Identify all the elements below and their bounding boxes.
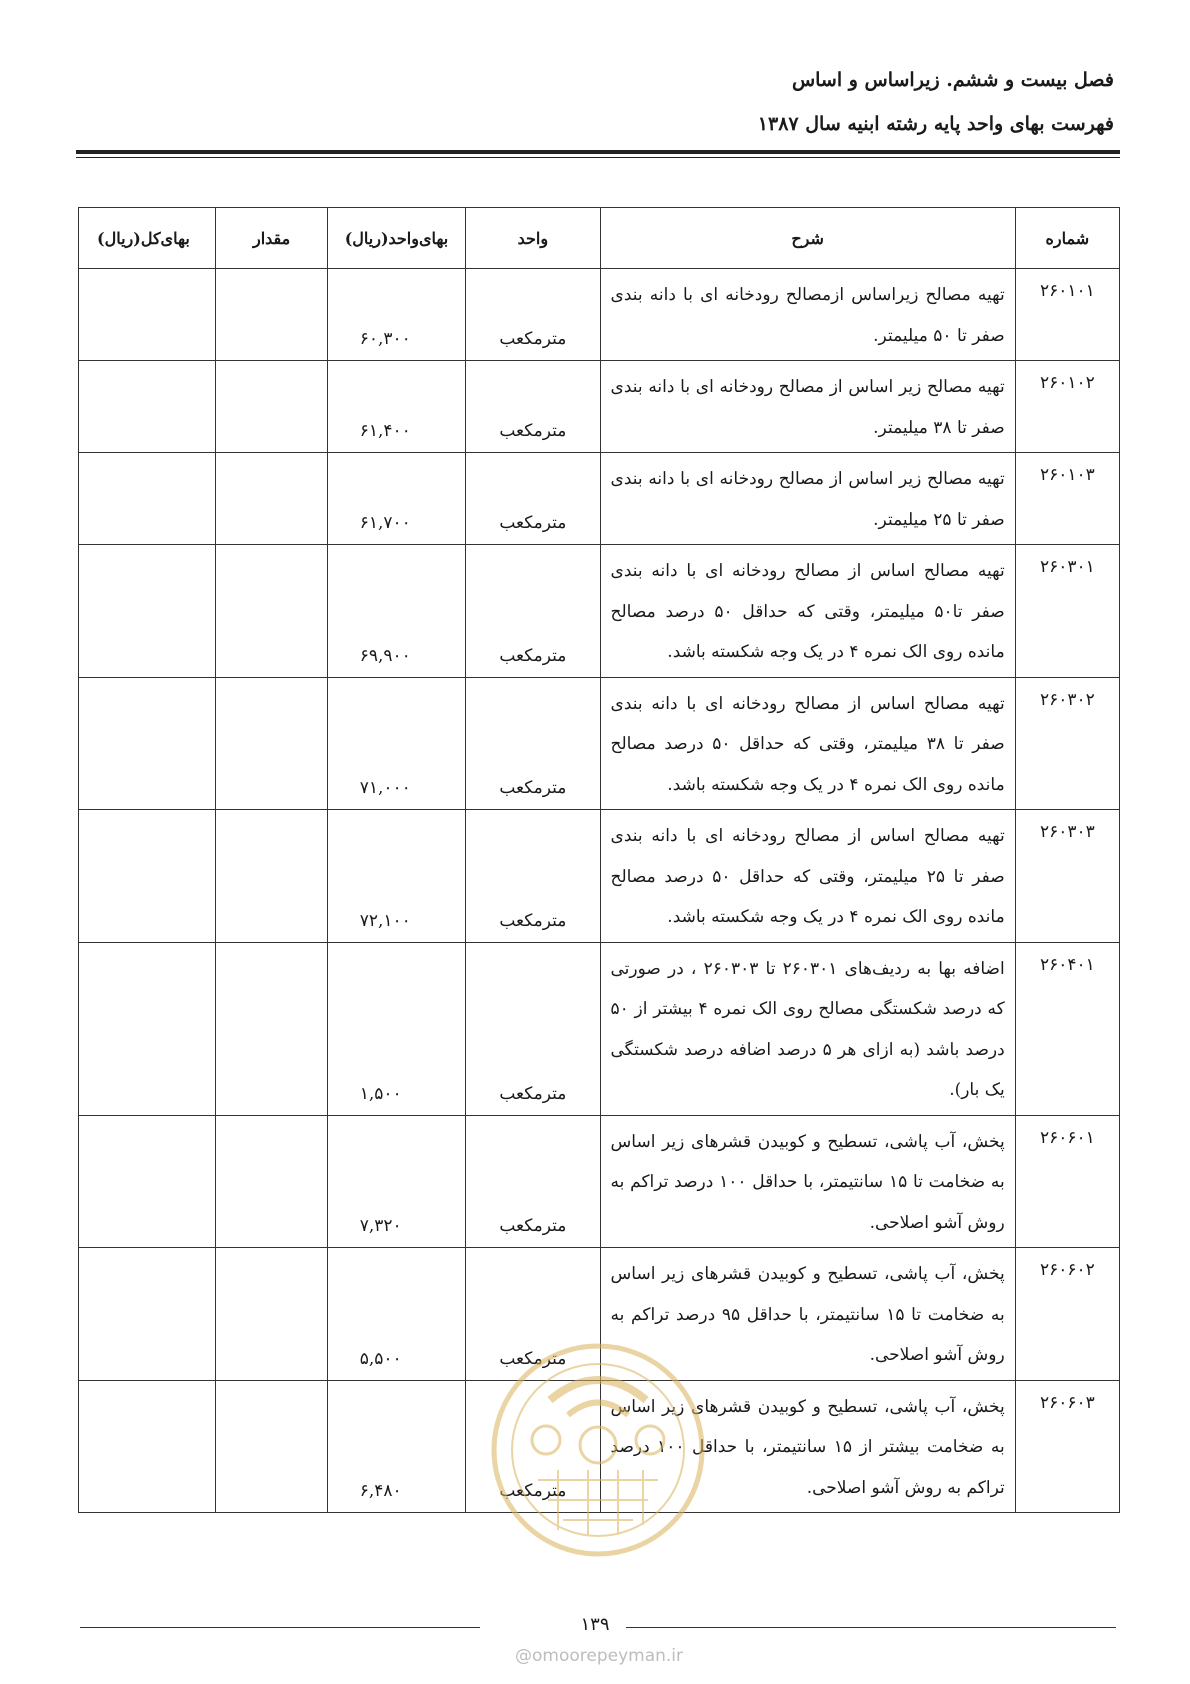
row-code: ۲۶۰۴۰۱ bbox=[1015, 942, 1119, 1115]
page-number: ۱۳۹ bbox=[580, 1614, 610, 1635]
row-description: تهیه مصالح زیراساس ازمصالح رودخانه ای با دانه بندی صفر تا ۵۰ میلیمتر. bbox=[600, 269, 1015, 361]
table-row bbox=[79, 942, 1120, 1115]
row-code: ۲۶۰۱۰۲ bbox=[1015, 361, 1119, 453]
row-quantity bbox=[216, 810, 327, 943]
row-total-price bbox=[79, 1380, 216, 1513]
row-quantity bbox=[216, 1115, 327, 1248]
table-row bbox=[79, 453, 1120, 545]
table-row bbox=[79, 269, 1120, 361]
row-unit-price: ۵,۵۰۰ bbox=[327, 1248, 465, 1381]
row-total-price bbox=[79, 1115, 216, 1248]
col-header-description: شرح bbox=[600, 208, 1015, 269]
row-description: پخش، آب پاشی، تسطیح و کوبیدن قشرهای زیر اساس به ضخامت تا ۱۵ سانتیمتر، با حداقل ۹۵ درصد تراکم به روش آشو اصلاحی. bbox=[600, 1248, 1015, 1381]
row-code: ۲۶۰۶۰۳ bbox=[1015, 1380, 1119, 1513]
row-total-price bbox=[79, 677, 216, 810]
table-header-row bbox=[79, 208, 1120, 269]
row-quantity bbox=[216, 1380, 327, 1513]
table-row bbox=[79, 545, 1120, 678]
table-row bbox=[79, 361, 1120, 453]
row-description: تهیه مصالح زیر اساس از مصالح رودخانه ای با دانه بندی صفر تا ۲۵ میلیمتر. bbox=[600, 453, 1015, 545]
row-unit: مترمکعب bbox=[466, 1115, 600, 1248]
table-row bbox=[79, 1380, 1120, 1513]
header-rule-thin bbox=[76, 157, 1120, 158]
row-code: ۲۶۰۳۰۲ bbox=[1015, 677, 1119, 810]
table-row bbox=[79, 1248, 1120, 1381]
row-quantity bbox=[216, 1248, 327, 1381]
row-description: اضافه بها به ردیف‌های ۲۶۰۳۰۱ تا ۲۶۰۳۰۳ ، در صورتی که درصد شکستگی مصالح روی الک نمره ۴ بیشتر از ۵۰ درصد باشد (به ازای هر ۵ درصد اضافه درصد شکستگی یک بار). bbox=[600, 942, 1015, 1115]
row-unit: مترمکعب bbox=[466, 810, 600, 943]
row-description: تهیه مصالح اساس از مصالح رودخانه ای با دانه بندی صفر تا ۳۸ میلیمتر، وقتی که حداقل ۵۰ درصد مصالح مانده روی الک نمره ۴ در یک وجه شکسته باشد. bbox=[600, 677, 1015, 810]
row-code: ۲۶۰۶۰۱ bbox=[1015, 1115, 1119, 1248]
row-description: تهیه مصالح زیر اساس از مصالح رودخانه ای با دانه بندی صفر تا ۳۸ میلیمتر. bbox=[600, 361, 1015, 453]
row-code: ۲۶۰۳۰۳ bbox=[1015, 810, 1119, 943]
row-unit: مترمکعب bbox=[466, 1248, 600, 1381]
row-total-price bbox=[79, 269, 216, 361]
site-watermark-label: @omoorepeyman.ir bbox=[514, 1646, 684, 1666]
row-unit-price: ۶,۴۸۰ bbox=[327, 1380, 465, 1513]
row-quantity bbox=[216, 677, 327, 810]
row-unit: مترمکعب bbox=[466, 545, 600, 678]
row-code: ۲۶۰۱۰۳ bbox=[1015, 453, 1119, 545]
col-header-code: شماره bbox=[1015, 208, 1119, 269]
row-description: پخش، آب پاشی، تسطیح و کوبیدن قشرهای زیر اساس به ضخامت تا ۱۵ سانتیمتر، با حداقل ۱۰۰ درصد تراکم به روش آشو اصلاحی. bbox=[600, 1115, 1015, 1248]
row-unit-price: ۶۱,۷۰۰ bbox=[327, 453, 465, 545]
row-code: ۲۶۰۶۰۲ bbox=[1015, 1248, 1119, 1381]
row-unit-price: ۶۰,۳۰۰ bbox=[327, 269, 465, 361]
page-header bbox=[74, 60, 1114, 144]
col-header-unit: واحد bbox=[466, 208, 600, 269]
table-row bbox=[79, 677, 1120, 810]
list-title: فهرست بهای واحد پایه رشته ابنیه سال ۱۳۸۷ bbox=[757, 113, 1114, 135]
table-row bbox=[79, 1115, 1120, 1248]
price-list-table bbox=[78, 207, 1120, 1513]
row-unit-price: ۶۱,۴۰۰ bbox=[327, 361, 465, 453]
row-quantity bbox=[216, 269, 327, 361]
row-unit-price: ۷۲,۱۰۰ bbox=[327, 810, 465, 943]
table-row bbox=[79, 810, 1120, 943]
row-quantity bbox=[216, 453, 327, 545]
footer-rule-left bbox=[80, 1627, 480, 1628]
row-description: پخش، آب پاشی، تسطیح و کوبیدن قشرهای زیر اساس به ضخامت بیشتر از ۱۵ سانتیمتر، با حداقل ۱۰۰ درصد تراکم به روش آشو اصلاحی. bbox=[600, 1380, 1015, 1513]
row-unit: مترمکعب bbox=[466, 361, 600, 453]
row-unit-price: ۶۹,۹۰۰ bbox=[327, 545, 465, 678]
row-unit-price: ۱,۵۰۰ bbox=[327, 942, 465, 1115]
row-quantity bbox=[216, 545, 327, 678]
col-header-unit-price: بهای‌واحد(ریال) bbox=[327, 208, 465, 269]
row-unit: مترمکعب bbox=[466, 942, 600, 1115]
row-total-price bbox=[79, 361, 216, 453]
row-code: ۲۶۰۱۰۱ bbox=[1015, 269, 1119, 361]
row-code: ۲۶۰۳۰۱ bbox=[1015, 545, 1119, 678]
row-quantity bbox=[216, 361, 327, 453]
row-unit-price: ۷,۳۲۰ bbox=[327, 1115, 465, 1248]
row-total-price bbox=[79, 453, 216, 545]
row-unit-price: ۷۱,۰۰۰ bbox=[327, 677, 465, 810]
row-quantity bbox=[216, 942, 327, 1115]
col-header-quantity: مقدار bbox=[216, 208, 327, 269]
footer-rule-right bbox=[626, 1627, 1116, 1628]
col-header-total-price: بهای‌کل(ریال) bbox=[79, 208, 216, 269]
row-total-price bbox=[79, 942, 216, 1115]
row-total-price bbox=[79, 545, 216, 678]
row-description: تهیه مصالح اساس از مصالح رودخانه ای با دانه بندی صفر تا۵۰ میلیمتر، وقتی که حداقل ۵۰ درصد مصالح مانده روی الک نمره ۴ در یک وجه شکسته باشد. bbox=[600, 545, 1015, 678]
row-unit: مترمکعب bbox=[466, 677, 600, 810]
table-body bbox=[79, 269, 1120, 1513]
row-unit: مترمکعب bbox=[466, 1380, 600, 1513]
row-unit: مترمکعب bbox=[466, 269, 600, 361]
chapter-title: فصل بیست و ششم. زیراساس و اساس bbox=[791, 69, 1114, 91]
row-total-price bbox=[79, 810, 216, 943]
header-rule-thick bbox=[76, 150, 1120, 154]
row-description: تهیه مصالح اساس از مصالح رودخانه ای با دانه بندی صفر تا ۲۵ میلیمتر، وقتی که حداقل ۵۰ درصد مصالح مانده روی الک نمره ۴ در یک وجه شکسته باشد. bbox=[600, 810, 1015, 943]
row-total-price bbox=[79, 1248, 216, 1381]
row-unit: مترمکعب bbox=[466, 453, 600, 545]
